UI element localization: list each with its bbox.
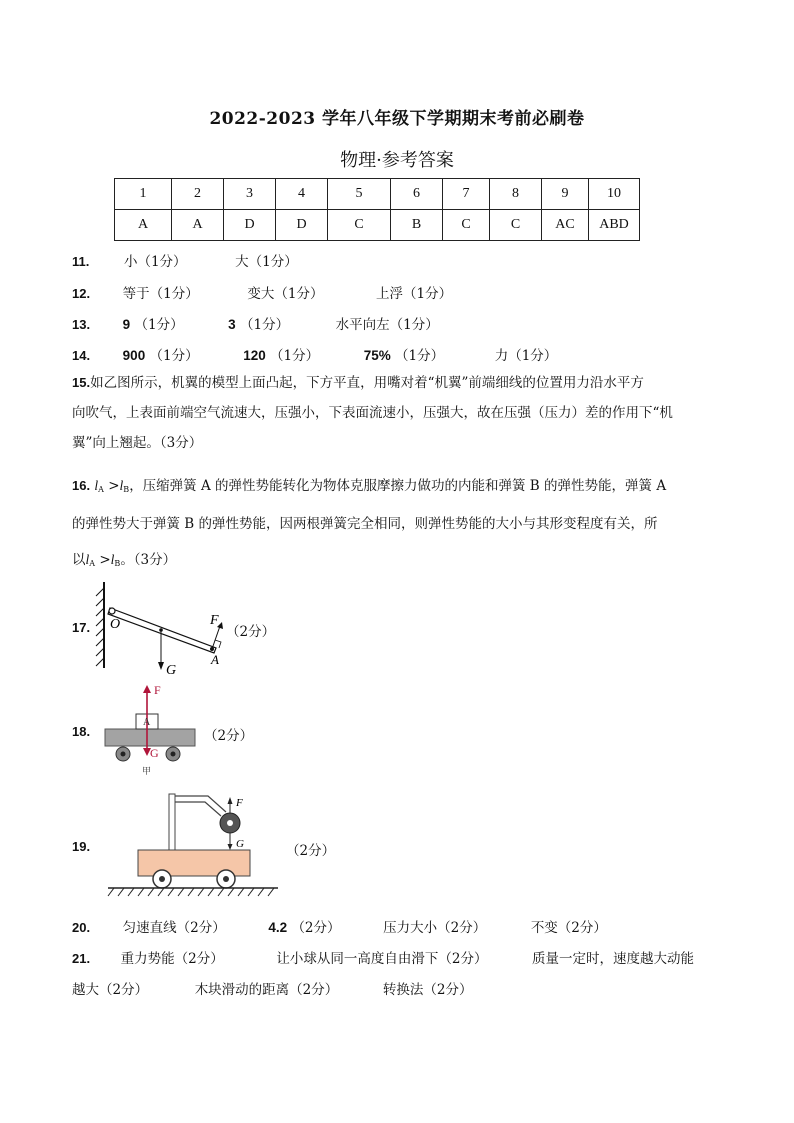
table-cell: 10 <box>589 179 640 210</box>
q21-answer-d: 越大（2分） <box>72 982 149 998</box>
table-cell: 4 <box>276 179 328 210</box>
label-o: O <box>110 617 121 632</box>
table-cell: D <box>224 210 276 241</box>
label-a: A <box>143 717 151 728</box>
q16-text-3-post: 。（3分） <box>120 552 177 568</box>
table-cell: 1 <box>115 179 172 210</box>
q20-number: 20. <box>72 920 91 935</box>
q16-number: 16. <box>72 478 91 493</box>
q14-answer-a-score: （1分） <box>149 348 199 364</box>
q20-answer-b-score: （2分） <box>291 920 341 936</box>
q12-answer-c: 上浮（1分） <box>376 286 453 302</box>
q15-number: 15. <box>72 375 91 390</box>
q16-gt: > <box>99 552 111 568</box>
label-f: F <box>154 683 161 697</box>
q16-sub-a: A <box>98 485 104 494</box>
q16-symbol-l: l <box>119 478 124 493</box>
q11-answer-a: 小（1分） <box>123 254 187 270</box>
q15-line-2: 向吹气，上表面前端空气流速大，压强小，下表面流速小，压强大，故在压强（压力）差的作用下“机 <box>72 405 673 421</box>
q16-sub-a: A <box>89 559 96 568</box>
label-f: F <box>236 797 243 809</box>
q14-answer-c-value: 75% <box>363 348 391 363</box>
q15-line-3: 翼”向上翘起。（3分） <box>72 435 203 451</box>
q12-answer-b: 变大（1分） <box>247 286 324 302</box>
lever-diagram <box>94 578 234 678</box>
q16-gt: > <box>108 478 120 494</box>
q13-answer-b-score: （1分） <box>239 317 290 333</box>
table-cell: C <box>443 210 490 241</box>
page-title: 2022-2023 学年八年级下学期期末考前必刷卷 <box>209 109 585 129</box>
q15-text-1: 如乙图所示，机翼的模型上面凸起，下方平直，用嘴对着“机翼”前端细线的位置用力沿水平方 <box>90 375 644 391</box>
cart-force-diagram <box>102 682 202 778</box>
table-cell: 8 <box>490 179 542 210</box>
q16-line-3 <box>72 542 666 581</box>
q20-line <box>72 916 607 936</box>
q14-answer-a-value: 900 <box>122 348 146 363</box>
answer-table <box>114 178 640 241</box>
table-cell: A <box>172 210 224 241</box>
q21-answer-f: 转换法（2分） <box>382 982 473 998</box>
q16-line-1 <box>72 468 666 507</box>
q12-answer-a: 等于（1分） <box>122 286 199 302</box>
table-cell: 5 <box>328 179 391 210</box>
q14-answer-b-score: （1分） <box>270 348 320 364</box>
q21-answer-c: 质量一定时，速度越大动能 <box>532 951 695 967</box>
table-cell: 9 <box>542 179 589 210</box>
q16-line-2: 的弹性势大于弹簧 B 的弹性势能，因两根弹簧完全相同，则弹性势能的大小与其形变程度有关，所 <box>72 516 658 532</box>
q13-answer-a-score: （1分） <box>134 317 184 333</box>
table-cell: B <box>391 210 443 241</box>
answer-table-number-row <box>115 179 640 210</box>
table-cell: 6 <box>391 179 443 210</box>
answer-table-answer-row <box>115 210 640 241</box>
q17-number: 17. <box>72 620 91 635</box>
label-g: G <box>166 663 177 678</box>
q20-answer-b-value: 4.2 <box>268 920 288 935</box>
crane-cart-diagram <box>104 788 282 900</box>
q15-line-1 <box>72 368 673 398</box>
label-f: F <box>210 613 219 628</box>
table-cell: C <box>328 210 391 241</box>
page-subtitle: 物理·参考答案 <box>340 150 454 171</box>
q16-sub-b: B <box>123 485 130 494</box>
q15-block <box>72 368 673 458</box>
q21-answer-a: 重力势能（2分） <box>120 951 224 967</box>
q13-answer-a-value: 9 <box>122 317 131 332</box>
q18-number: 18. <box>72 724 91 739</box>
q17-score: （2分） <box>226 624 276 640</box>
table-cell: 2 <box>172 179 224 210</box>
q16-sub-b: B <box>114 559 121 568</box>
q21-answer-e: 木块滑动的距离（2分） <box>194 982 339 998</box>
q14-answer-d: 力（1分） <box>494 348 558 364</box>
q20-answer-d: 不变（2分） <box>530 920 607 936</box>
q21-number: 21. <box>72 951 91 966</box>
q13-answer-c: 水平向左（1分） <box>335 317 439 333</box>
q14-answer-b-value: 120 <box>243 348 266 363</box>
label-g: G <box>150 746 159 760</box>
q21-answer-b: 让小球从同一高度自由滑下（2分） <box>276 951 488 967</box>
q13-number: 13. <box>72 317 91 332</box>
table-cell: C <box>490 210 542 241</box>
table-cell: 7 <box>443 179 490 210</box>
q19-score: （2分） <box>286 843 336 859</box>
q12-line <box>72 282 452 302</box>
table-cell: 3 <box>224 179 276 210</box>
q11-number: 11. <box>72 254 90 269</box>
q16-block <box>72 468 666 581</box>
table-cell: A <box>115 210 172 241</box>
table-cell: D <box>276 210 328 241</box>
q11-answer-b: 大（1分） <box>235 254 298 270</box>
label-a: A <box>211 652 219 667</box>
q20-answer-a: 匀速直线（2分） <box>122 920 226 936</box>
label-g: G <box>236 838 244 850</box>
q12-number: 12. <box>72 286 91 301</box>
q16-symbol-l: l <box>94 478 99 493</box>
q14-number: 14. <box>72 348 91 363</box>
q16-text-1: ，压缩弹簧 A 的弹性势能转化为物体克服摩擦力做功的内能和弹簧 B 的弹性势能，弹簧 A <box>129 478 667 494</box>
q14-answer-c-score: （1分） <box>395 348 445 364</box>
q13-line <box>72 313 439 333</box>
q16-text-3-pre: 以 <box>72 552 86 568</box>
q13-answer-b-value: 3 <box>228 317 236 332</box>
q16-symbol-l: l <box>85 552 90 567</box>
label-jia: 甲 <box>142 766 152 776</box>
q21-line-1 <box>72 947 694 967</box>
q20-answer-c: 压力大小（2分） <box>383 920 487 936</box>
q19-number: 19. <box>72 839 91 854</box>
q14-line <box>72 344 557 364</box>
q21-line-2 <box>72 978 472 998</box>
q16-symbol-l: l <box>110 552 115 567</box>
q11-line <box>72 250 298 270</box>
table-cell: ABD <box>589 210 640 241</box>
q18-score: （2分） <box>204 728 254 744</box>
table-cell: AC <box>542 210 589 241</box>
